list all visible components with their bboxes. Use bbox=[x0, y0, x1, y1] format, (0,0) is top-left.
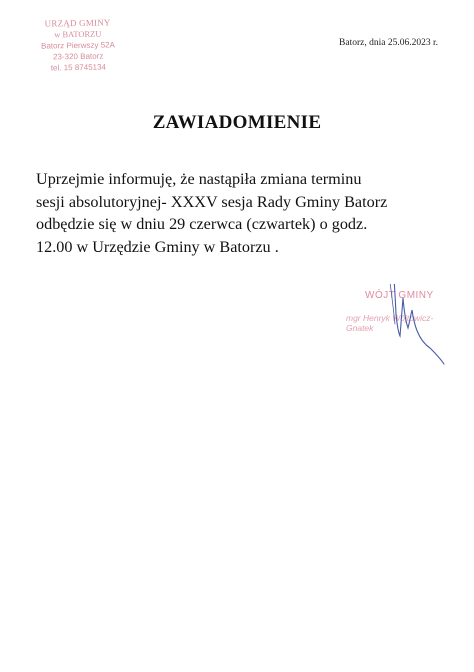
stamp-line-street: Batorz Pierwszy 52A bbox=[41, 40, 115, 51]
stamp-line-town: w BATORZU bbox=[54, 28, 102, 40]
body-paragraph bbox=[36, 168, 446, 258]
signature-name: mgr Henryk Wójtowicz-Gnatek bbox=[346, 313, 434, 333]
body-line: Uprzejmie informuję, że nastąpiła zmiana terminu bbox=[36, 170, 362, 188]
date-line: Batorz, dnia 25.06.2023 r. bbox=[339, 38, 438, 48]
office-stamp bbox=[28, 17, 129, 74]
body-line: 12.00 w Urzędzie Gminy w Batorzu . bbox=[36, 237, 279, 256]
body-line: sesji absolutoryjnej- XXXV sesja Rady Gminy Batorz bbox=[36, 192, 388, 211]
handwritten-signature bbox=[340, 284, 460, 374]
signature-title: WÓJT GMINY bbox=[365, 290, 434, 301]
body-line: odbędzie się w dniu 29 czerwca (czwartek) o godz. bbox=[36, 215, 368, 233]
signature-block bbox=[340, 284, 460, 374]
stamp-line-office: URZĄD GMINY bbox=[44, 17, 111, 29]
stamp-line-postal: 23-320 Batorz bbox=[52, 51, 104, 62]
stamp-line-phone: tel. 15 8745134 bbox=[50, 62, 107, 73]
document-title: ZAWIADOMIENIE bbox=[152, 112, 322, 133]
